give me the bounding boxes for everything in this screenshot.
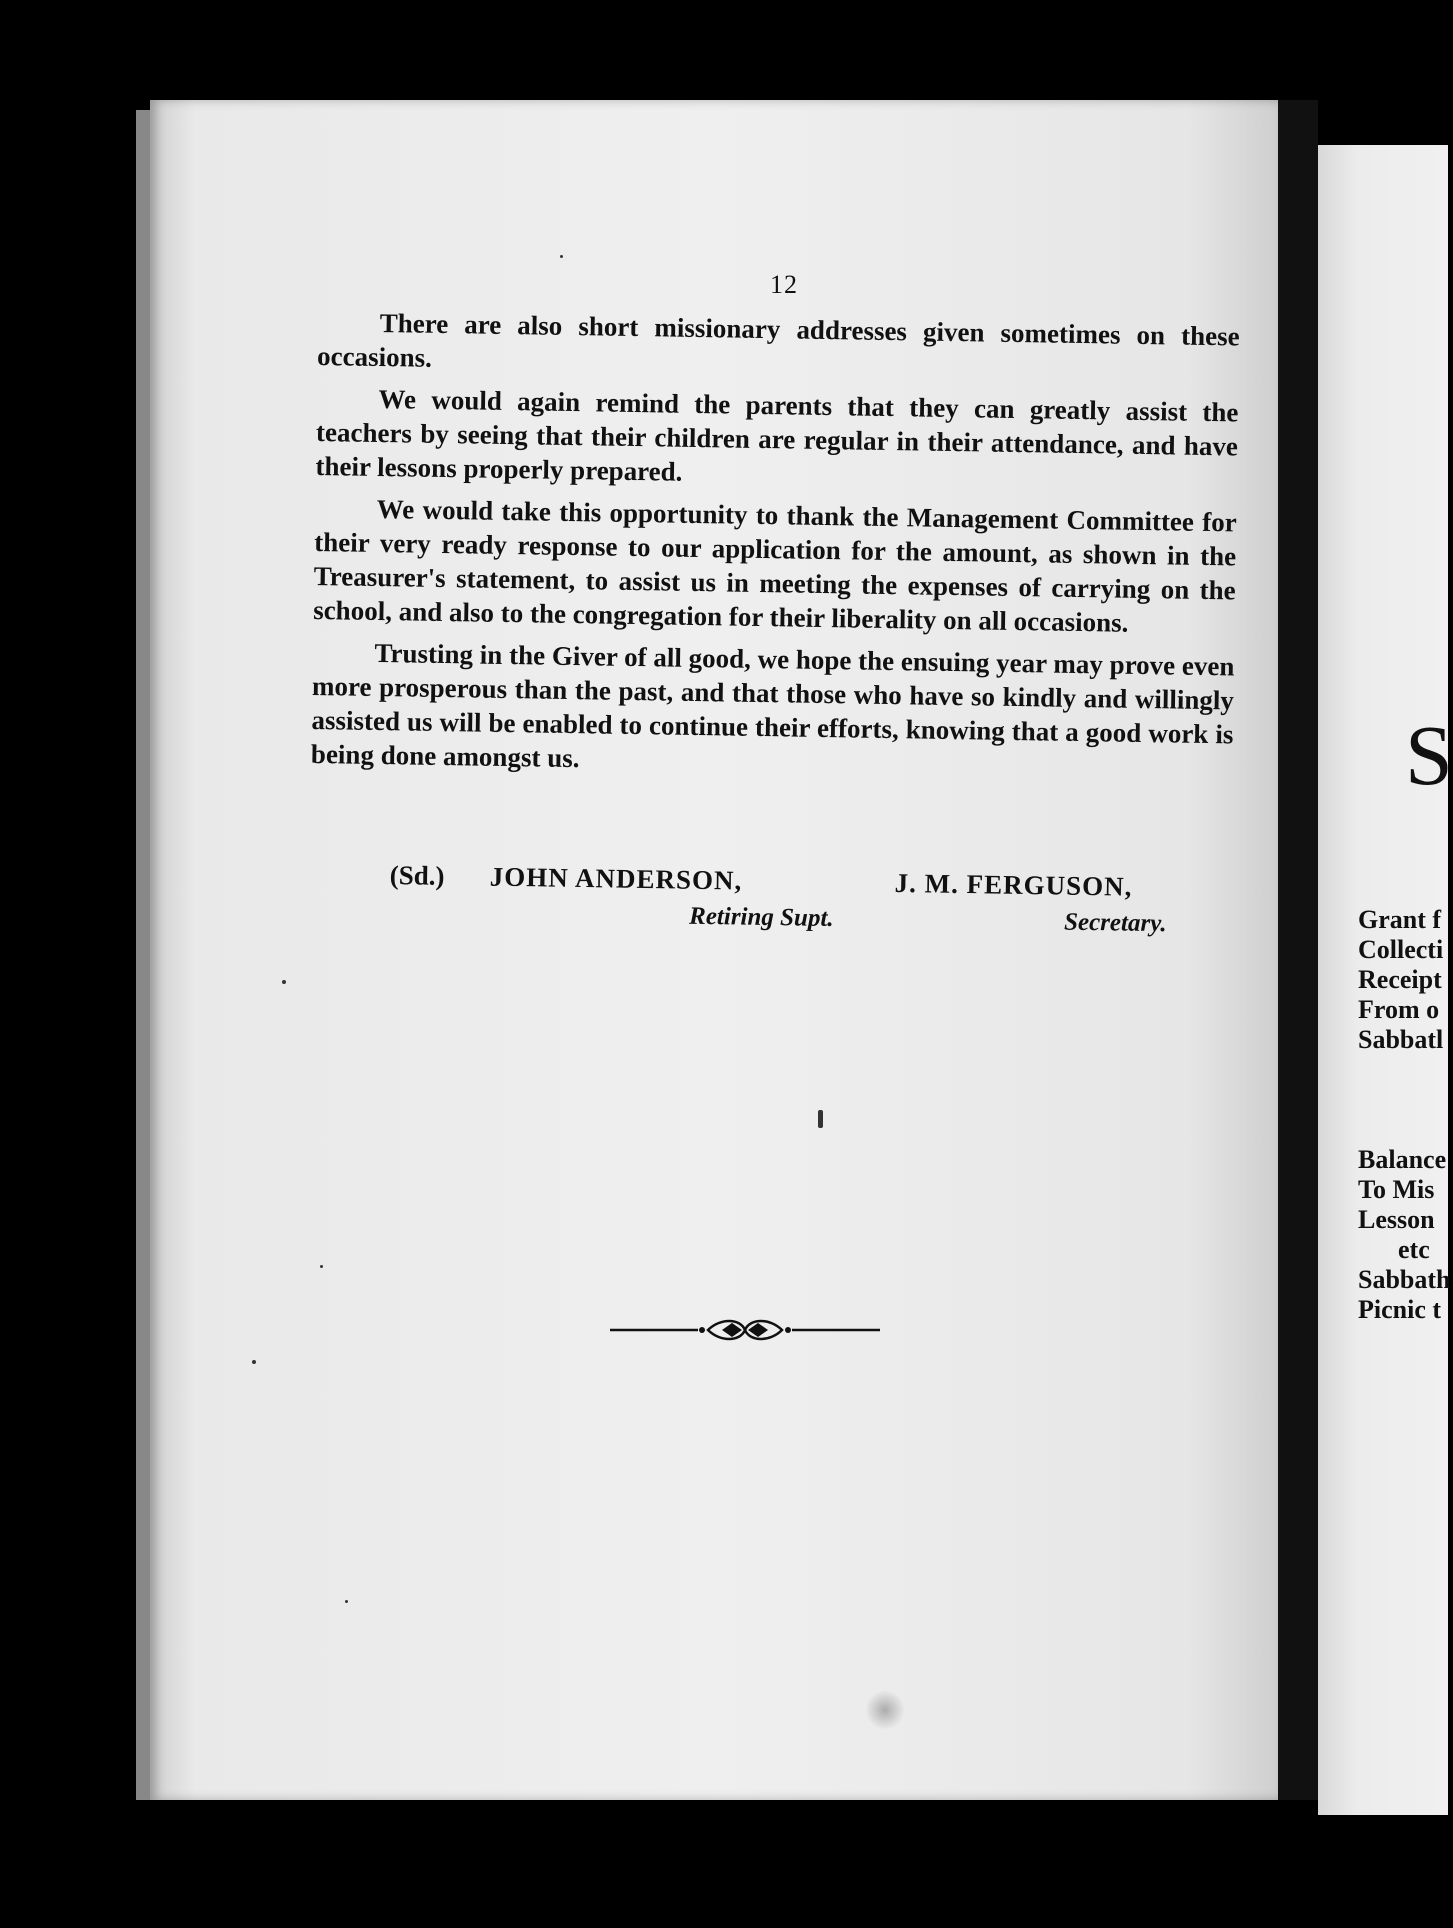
- right-line: Sabbath: [1358, 1265, 1451, 1294]
- signatory-title-secretary: Secretary.: [1063, 908, 1167, 938]
- right-line: To Mis: [1358, 1175, 1435, 1204]
- signature-block: [389, 860, 1250, 963]
- right-line: etc: [1398, 1235, 1430, 1264]
- page-gutter: [1278, 100, 1318, 1800]
- right-page-receipts: [1358, 905, 1448, 1055]
- signatory-name-superintendent: JOHN ANDERSON,: [489, 861, 743, 896]
- signatory-title-superintendent: Retiring Supt.: [688, 902, 834, 932]
- ink-speck: [345, 1600, 348, 1603]
- right-line: Balance: [1358, 1145, 1447, 1174]
- ink-speck: [252, 1360, 256, 1364]
- report-body: [311, 305, 1240, 793]
- ink-speck: [320, 1265, 323, 1268]
- signed-marker: (Sd.): [389, 860, 445, 891]
- ink-speck: [282, 980, 286, 984]
- ornament-divider-icon: [610, 1310, 880, 1350]
- right-line: Collecti: [1358, 935, 1444, 964]
- signatory-name-secretary: J. M. FERGUSON,: [894, 867, 1133, 902]
- paragraph-4: Trusting in the Giver of all good, we hope the ensuing year may prove even more prosperous than the past, and that those who have so kindly and willingly assisted us will be enabled to continue their efforts, knowing that a good work is being done amongst us.: [310, 637, 1235, 774]
- right-line: Receipt: [1358, 965, 1442, 994]
- right-line: Grant f: [1358, 905, 1442, 934]
- page-number: 12: [770, 270, 798, 299]
- ink-speck: [560, 255, 563, 258]
- ink-smudge: [865, 1690, 905, 1730]
- right-page-heading-letter: S: [1405, 707, 1453, 803]
- paragraph-3: We would take this opportunity to thank the Management Committee for their very ready response to our application for the amount, as shown in the Treasurer's statement, to assist us in meeting the expenses of carrying on the school, and also to the congregation for their liberality on all occasions.: [312, 493, 1237, 638]
- right-line: From o: [1358, 995, 1440, 1024]
- right-page-expenditures: [1358, 1145, 1451, 1325]
- paragraph-1: There are also short missionary addresses given sometimes on these occasions.: [316, 307, 1240, 373]
- right-line: Picnic t: [1358, 1295, 1442, 1324]
- ink-speck: [818, 1110, 823, 1128]
- right-line: Lesson: [1358, 1205, 1435, 1234]
- paragraph-2: We would again remind the parents that they can greatly assist the teachers by seeing that their children are regular in their attendance, and have their lessons properly prepared.: [315, 383, 1239, 487]
- right-line: Sabbatl: [1358, 1025, 1444, 1054]
